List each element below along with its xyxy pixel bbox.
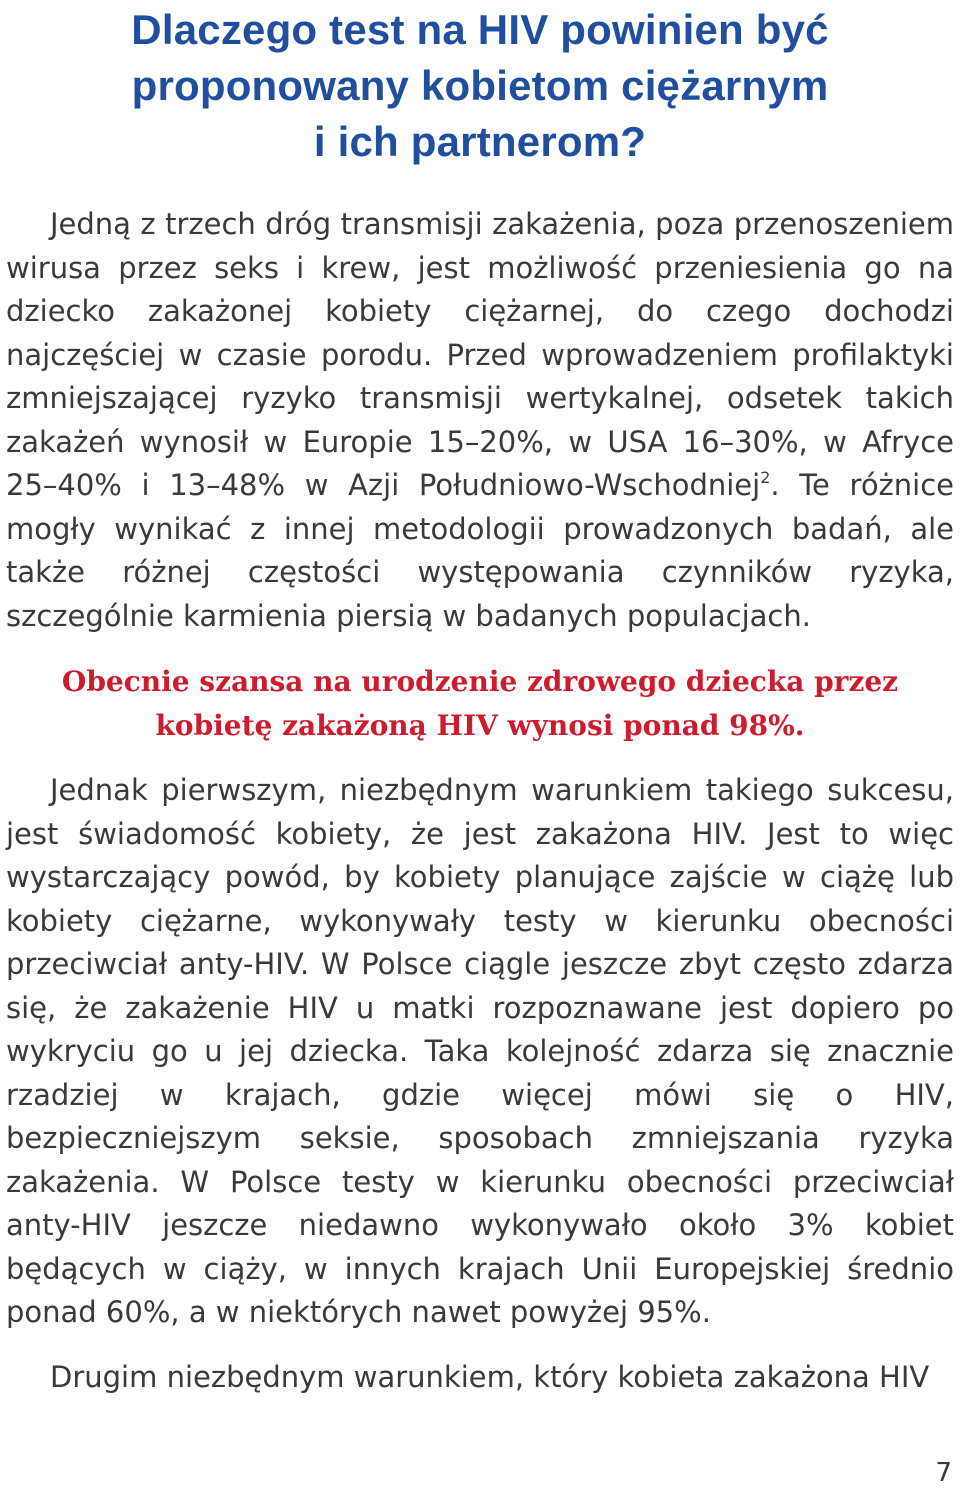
- document-page: [6, 0, 954, 1399]
- body-paragraph-1: [6, 203, 954, 638]
- title-line-3: i ich partnerom?: [313, 118, 647, 165]
- title-line-1: Dlaczego test na HIV powinien być: [131, 6, 829, 53]
- highlight-callout: [6, 660, 954, 748]
- footnote-reference: 2: [760, 468, 771, 487]
- title-line-2: proponowany kobietom ciężarnym: [131, 62, 829, 109]
- page-number: 7: [935, 1458, 952, 1488]
- body-paragraph-3: Drugim niezbędnym warunkiem, który kobieta zakażona HIV: [50, 1359, 930, 1394]
- paragraph-1-text: Jedną z trzech dróg transmisji zakażenia, poza przenoszeniem wirusa przez seks i krew, jest możliwość przeniesienia go na dziecko zakażonej kobiety ciężarnej, do czego dochodzi najczęściej w czasie porodu. Przed wprowadzeniem profilaktyki zmniejszającej ryzyko transmisji wertykalnej, odsetek takich zakażeń wynosił w Europie 15–20%, w USA 16–30%, w Afryce 25–40% i 13–48% w Azji Południowo-Wschodniej: [6, 207, 954, 502]
- body-paragraph-2: Jednak pierwszym, niezbędnym warunkiem takiego sukcesu, jest świadomość kobiety, że jest zakażona HIV. Jest to więc wystarczający powód, by kobiety planujące zajście w ciążę lub kobiety ciężarne, wykonywały testy w kierunku obecności przeciwciał anty-HIV. W Polsce ciągle jeszcze zbyt często zdarza się, że zakażenie HIV u matki rozpoznawane jest dopiero po wykryciu go u jej dziecka. Taka kolejność zdarza się znacznie rzadziej w krajach, gdzie więcej mówi się o HIV, bezpieczniejszym seksie, sposobach zmniejszania ryzyka zakażenia. W Polsce testy w kierunku obecności przeciwciał anty-HIV jeszcze niedawno wykonywało około 3% kobiet będących w ciąży, w innych krajach Unii Europejskiej średnio ponad 60%, a w niektórych nawet powyżej 95%.: [6, 773, 954, 1329]
- highlight-line-2: kobietę zakażoną HIV wynosi ponad 98%.: [155, 709, 805, 742]
- paragraph-1-text-continued: . Te różnice mogły wynikać z innej metodologii prowadzonych badań, ale także różnej częstości występowania czynników ryzyka, szczególnie karmienia piersią w badanych populacjach.: [6, 468, 955, 633]
- highlight-line-1: Obecnie szansa na urodzenie zdrowego dziecka przez: [61, 665, 899, 698]
- page-title: [6, 2, 954, 170]
